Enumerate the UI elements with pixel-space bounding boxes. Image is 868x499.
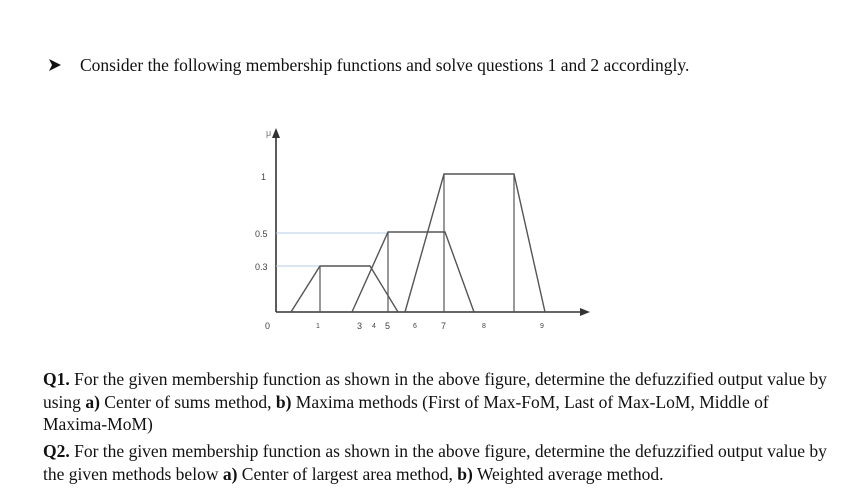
- y-tick-0.5: 0.5: [255, 229, 268, 239]
- x-tick-6: 6: [413, 323, 417, 330]
- q1-b-label: b): [275, 391, 292, 412]
- q1-a-text: Center of sums method,: [99, 391, 276, 412]
- q2-a-label: a): [222, 463, 238, 484]
- mf2-trapezoid: [352, 232, 474, 312]
- q1-label: Q1.: [43, 369, 70, 389]
- mf1-trapezoid: [291, 266, 398, 312]
- x-tick-8: 8: [482, 323, 486, 330]
- q2-b-label: b): [457, 463, 473, 484]
- intro-text: Consider the following membership functions and solve questions 1 and 2 accordingly.: [80, 55, 690, 75]
- x-tick-7: 7: [441, 321, 447, 331]
- x-tick-9: 9: [540, 323, 544, 330]
- q2-a-text: Center of largest area method,: [237, 463, 458, 484]
- x-tick-1: 1: [316, 323, 320, 330]
- y-tick-0.3: 0.3: [255, 262, 268, 272]
- q2-text: For the given membership function as shown in the above figure, determine the defuzzified output value by the given methods below: [43, 441, 827, 484]
- question-1: [43, 368, 833, 436]
- mf3-trapezoid: [405, 174, 545, 312]
- x-tick-5: 5: [385, 321, 391, 331]
- x-tick-0: 0: [265, 321, 271, 331]
- q1-text: For the given membership function as shown in the above figure, determine the defuzzified output value by using: [43, 369, 827, 412]
- question-2: [43, 440, 833, 485]
- q2-label: Q2.: [43, 441, 70, 461]
- q1-b-text: Maxima methods (First of Max-FoM, Last of Max-LoM, Middle of Maxima-MoM): [43, 391, 769, 434]
- q1-a-label: a): [85, 391, 100, 412]
- y-axis-arrow-icon: [272, 128, 280, 138]
- y-axis-label: μ: [266, 128, 272, 138]
- y-tick-1: 1: [261, 172, 267, 182]
- x-tick-4: 4: [372, 323, 376, 330]
- x-axis-arrow-icon: [580, 308, 590, 316]
- x-tick-3: 3: [357, 321, 363, 331]
- q2-b-text: Weighted average method.: [472, 463, 664, 484]
